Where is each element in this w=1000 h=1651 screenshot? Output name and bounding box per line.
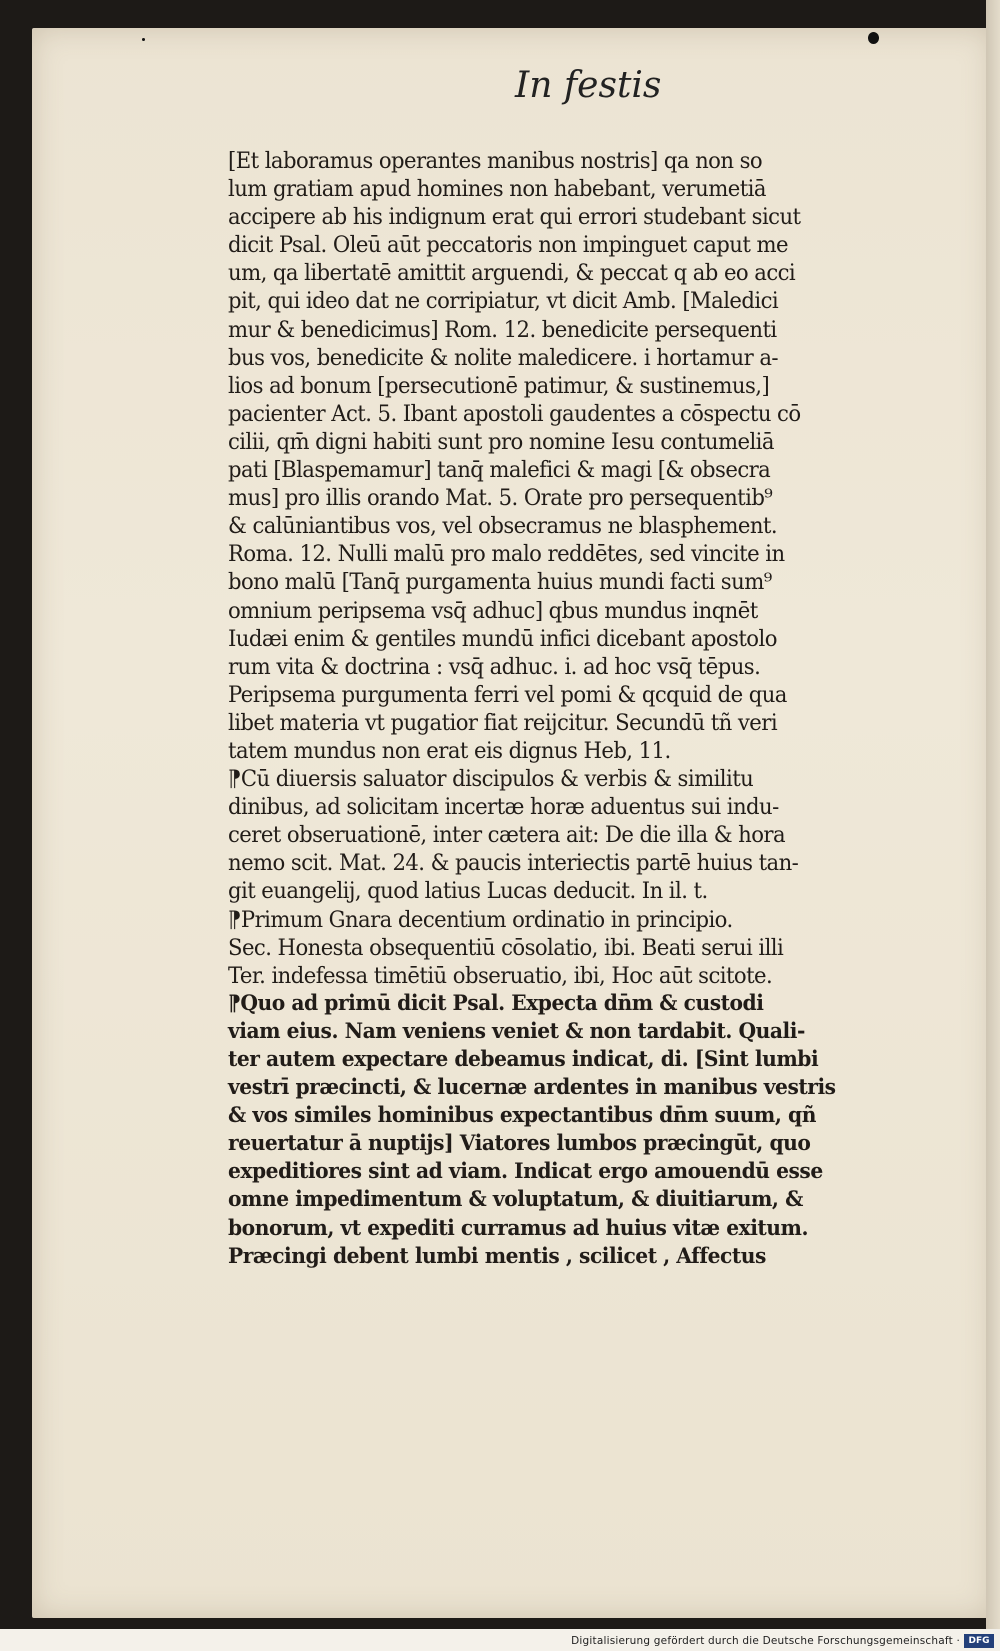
text-line: & vos similes hominibus expectantibus dn̄m suum, qñ — [228, 1103, 816, 1129]
text-line: dinibus, ad solicitam incertæ horæ aduentus sui indu- — [228, 794, 779, 821]
text-line: ter autem expectare debeamus indicat, di. [Sint lumbi — [228, 1047, 819, 1072]
text-line: lios ad bonum [persecutionē patimur, & sustinemus,] — [228, 372, 770, 399]
text-line: Præcingi debent lumbi mentis , scilicet , Affectus — [228, 1243, 766, 1269]
text-line: rum vita & doctrina : vsq̄ adhuc. i. ad hoc vsq̄ tēpus. — [228, 653, 761, 680]
dfg-logo: DFG — [964, 1634, 994, 1648]
text-line: ⁋Quo ad primū dicit Psal. Expecta dn̄m & custodi — [228, 990, 764, 1016]
text-line: mur & benedicimus] Rom. 12. benedicite persequenti — [228, 316, 777, 343]
text-line: Peripsema purgumenta ferri vel pomi & qcquid de qua — [228, 681, 787, 708]
ink-speck — [142, 38, 145, 41]
text-line: bono malū [Tanq̄ purgamenta huius mundi facti sum⁹ — [228, 569, 772, 596]
footer-bar — [0, 1629, 1000, 1651]
text-line: expeditiores sint ad viam. Indicat ergo amouendū esse — [228, 1159, 823, 1185]
text-line: Roma. 12. Nulli malū pro malo reddētes, sed vincite in — [228, 541, 785, 568]
ink-spot — [868, 32, 879, 44]
text-line: vestrī præcincti, & lucernæ ardentes in manibus vestris — [228, 1075, 836, 1101]
text-line: pati [Blaspemamur] tanq̄ malefici & magi [& obsecra — [228, 457, 771, 484]
page-edge — [986, 0, 1000, 1630]
text-line: Ter. indefessa timētiū obseruatio, ibi, Hoc aūt scitote. — [228, 962, 773, 989]
text-line: tatem mundus non erat eis dignus Heb, 11. — [228, 737, 671, 764]
text-line: & calūniantibus vos, vel obsecramus ne blasphement. — [228, 513, 778, 540]
text-line: lum gratiam apud homines non habebant, verumetiā — [228, 176, 766, 203]
dfg-credit: Digitalisierung gefördert durch die Deutsche Forschungsgemeinschaft · — [571, 1635, 960, 1647]
text-line: mus] pro illis orando Mat. 5. Orate pro persequentib⁹ — [228, 485, 773, 512]
text-line: git euangelij, quod latius Lucas deducit. In il. t. — [228, 878, 708, 905]
text-line: cilii, qm̄ digni habiti sunt pro nomine Iesu contumeliā — [228, 428, 774, 455]
text-line: omnium peripsema vsq̄ adhuc] qbus mundus inqnēt — [228, 597, 758, 624]
text-line: bonorum, vt expediti curramus ad huius vitæ exitum. — [228, 1215, 809, 1241]
text-line: accipere ab his indignum erat qui errori studebant sicut — [228, 204, 801, 231]
text-line: [Et laboramus operantes manibus nostris] qa non so — [228, 148, 763, 174]
text-line: Sec. Honesta obsequentiū cōsolatio, ibi. Beati serui illi — [228, 934, 784, 961]
text-line: bus vos, benedicite & nolite maledicere. i hortamur a- — [228, 344, 778, 371]
text-line: ceret obseruationē, inter cætera ait: De die illa & hora — [228, 822, 786, 849]
text-line: ⁋Cū diuersis saluator discipulos & verbis & similitu — [228, 766, 754, 793]
text-line: nemo scit. Mat. 24. & paucis interiectis partē huius tan- — [228, 850, 799, 877]
text-line: pit, qui ideo dat ne corripiatur, vt dicit Amb. [Maledici — [228, 288, 779, 315]
text-line: libet materia vt pugatior fiat reijcitur. Secundū tñ veri — [228, 709, 778, 736]
text-line: dicit Psal. Oleū aūt peccatoris non impinguet caput me — [228, 232, 788, 259]
text-line: Iudæi enim & gentiles mundū infici dicebant apostolo — [228, 625, 777, 652]
text-line: reuertatur ā nuptijs] Viatores lumbos præcingūt, quo — [228, 1131, 811, 1157]
text-line: viam eius. Nam veniens veniet & non tardabit. Quali- — [228, 1018, 805, 1044]
text-line: um, qa libertatē amittit arguendi, & peccat q ab eo acci — [228, 260, 796, 287]
running-head: In festis — [515, 65, 662, 106]
text-line: omne impedimentum & voluptatum, & diuitiarum, & — [228, 1187, 803, 1213]
text-body — [228, 147, 908, 1271]
text-line: ⁋Primum Gnara decentium ordinatio in principio. — [228, 906, 733, 933]
text-line: pacienter Act. 5. Ibant apostoli gaudentes a cōspectu cō — [228, 400, 801, 427]
